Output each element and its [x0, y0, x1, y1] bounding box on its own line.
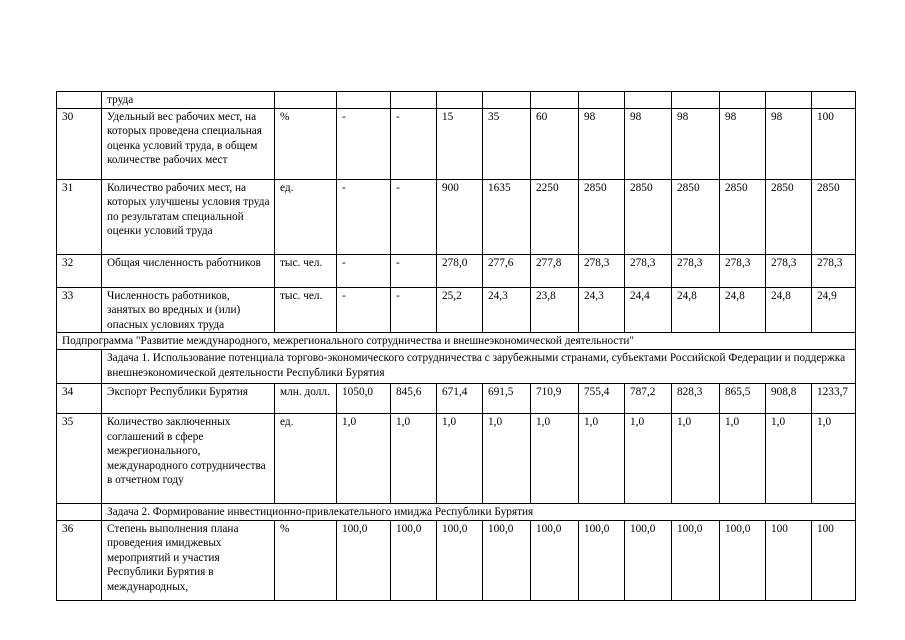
value-cell: [437, 92, 483, 109]
value-cell: 24,8: [672, 287, 720, 333]
value-cell: 100,0: [672, 520, 720, 600]
value-cell: 1,0: [437, 413, 483, 503]
value-cell: 98: [720, 108, 766, 179]
table-row: [57, 92, 856, 109]
value-cell: 100,0: [391, 520, 437, 600]
value-cell: 24,9: [812, 287, 856, 333]
table-row: [57, 333, 856, 350]
value-cell: 2850: [672, 179, 720, 254]
num-cell: [57, 92, 102, 109]
value-cell: 278,3: [720, 254, 766, 287]
value-cell: 865,5: [720, 383, 766, 413]
value-cell: 1635: [483, 179, 531, 254]
value-cell: 100,0: [337, 520, 391, 600]
value-cell: 1,0: [812, 413, 856, 503]
value-cell: 98: [579, 108, 625, 179]
table-row: [57, 254, 856, 287]
table-row: [57, 349, 856, 383]
value-cell: 60: [531, 108, 579, 179]
value-cell: 277,8: [531, 254, 579, 287]
indicator-name-cell: Экспорт Республики Бурятия: [102, 383, 275, 413]
value-cell: 98: [672, 108, 720, 179]
value-cell: 1050,0: [337, 383, 391, 413]
unit-cell: %: [275, 108, 337, 179]
indicator-name-cell: Общая численность работников: [102, 254, 275, 287]
value-cell: 908,8: [766, 383, 812, 413]
value-cell: 25,2: [437, 287, 483, 333]
num-cell: 35: [57, 413, 102, 503]
value-cell: 787,2: [625, 383, 672, 413]
value-cell: 278,3: [625, 254, 672, 287]
value-cell: 2250: [531, 179, 579, 254]
table-body: [57, 92, 856, 601]
value-cell: 278,3: [766, 254, 812, 287]
value-cell: 845,6: [391, 383, 437, 413]
value-cell: 100,0: [437, 520, 483, 600]
subprogram-heading: Подпрограмма "Развитие международного, межрегионального сотрудничества и внешнеэкономической деятельности": [57, 333, 856, 350]
value-cell: 278,3: [812, 254, 856, 287]
value-cell: 278,3: [672, 254, 720, 287]
value-cell: 100: [812, 520, 856, 600]
value-cell: 691,5: [483, 383, 531, 413]
value-cell: 35: [483, 108, 531, 179]
unit-cell: [275, 92, 337, 109]
num-cell: 34: [57, 383, 102, 413]
value-cell: 100,0: [720, 520, 766, 600]
value-cell: 900: [437, 179, 483, 254]
value-cell: [391, 92, 437, 109]
indicator-name-cell: Степень выполнения плана проведения имиджевых мероприятий и участия Республики Бурятия в международных,: [102, 520, 275, 600]
indicator-name-cell: труда: [102, 92, 275, 109]
value-cell: 24,3: [483, 287, 531, 333]
value-cell: 1,0: [483, 413, 531, 503]
value-cell: -: [391, 179, 437, 254]
value-cell: 100,0: [531, 520, 579, 600]
value-cell: -: [337, 254, 391, 287]
indicator-name-cell: Количество рабочих мест, на которых улучшены условия труда по результатам специальной оценки условий труда: [102, 179, 275, 254]
value-cell: 2850: [766, 179, 812, 254]
table-row: [57, 520, 856, 600]
value-cell: [337, 92, 391, 109]
value-cell: 1,0: [579, 413, 625, 503]
num-cell: 36: [57, 520, 102, 600]
value-cell: 1,0: [531, 413, 579, 503]
value-cell: -: [337, 108, 391, 179]
table-row: [57, 287, 856, 333]
indicator-table: [56, 91, 856, 601]
table-row: [57, 179, 856, 254]
value-cell: [531, 92, 579, 109]
value-cell: -: [391, 254, 437, 287]
value-cell: 23,8: [531, 287, 579, 333]
value-cell: 1,0: [625, 413, 672, 503]
num-cell: 32: [57, 254, 102, 287]
unit-cell: ед.: [275, 413, 337, 503]
value-cell: 277,6: [483, 254, 531, 287]
unit-cell: млн. долл.: [275, 383, 337, 413]
value-cell: 1,0: [337, 413, 391, 503]
value-cell: [483, 92, 531, 109]
value-cell: 24,8: [720, 287, 766, 333]
value-cell: 24,3: [579, 287, 625, 333]
value-cell: 100,0: [579, 520, 625, 600]
table-row: [57, 383, 856, 413]
value-cell: 15: [437, 108, 483, 179]
indicator-name-cell: Удельный вес рабочих мест, на которых проведена специальная оценка условий труда, в общем количестве рабочих мест: [102, 108, 275, 179]
value-cell: 1,0: [766, 413, 812, 503]
value-cell: -: [337, 287, 391, 333]
num-cell: [57, 349, 102, 383]
value-cell: 98: [625, 108, 672, 179]
num-cell: 30: [57, 108, 102, 179]
indicator-name-cell: Численность работников, занятых во вредных и (или) опасных условиях труда: [102, 287, 275, 333]
task-heading: Задача 2. Формирование инвестиционно-привлекательного имиджа Республики Бурятия: [102, 503, 856, 520]
value-cell: 671,4: [437, 383, 483, 413]
task-heading: Задача 1. Использование потенциала торгово-экономического сотрудничества с зарубежными странами, субъектами Российской Федерации и поддержка внешнеэкономической деятельности Республики Бурятия: [102, 349, 856, 383]
value-cell: 2850: [625, 179, 672, 254]
value-cell: 1,0: [391, 413, 437, 503]
value-cell: 755,4: [579, 383, 625, 413]
value-cell: 100,0: [483, 520, 531, 600]
value-cell: [625, 92, 672, 109]
table-row: [57, 108, 856, 179]
value-cell: -: [391, 287, 437, 333]
value-cell: 24,4: [625, 287, 672, 333]
unit-cell: %: [275, 520, 337, 600]
num-cell: 31: [57, 179, 102, 254]
unit-cell: тыс. чел.: [275, 254, 337, 287]
value-cell: [812, 92, 856, 109]
unit-cell: ед.: [275, 179, 337, 254]
unit-cell: тыс. чел.: [275, 287, 337, 333]
indicator-name-cell: Количество заключенных соглашений в сфере межрегионального, международного сотрудничества в отчетном году: [102, 413, 275, 503]
value-cell: -: [391, 108, 437, 179]
value-cell: 100: [812, 108, 856, 179]
value-cell: 2850: [579, 179, 625, 254]
value-cell: 278,0: [437, 254, 483, 287]
value-cell: 710,9: [531, 383, 579, 413]
value-cell: 24,8: [766, 287, 812, 333]
value-cell: [720, 92, 766, 109]
value-cell: 100,0: [625, 520, 672, 600]
table-row: [57, 413, 856, 503]
num-cell: 33: [57, 287, 102, 333]
value-cell: -: [337, 179, 391, 254]
value-cell: [766, 92, 812, 109]
value-cell: 828,3: [672, 383, 720, 413]
value-cell: 98: [766, 108, 812, 179]
value-cell: 100: [766, 520, 812, 600]
num-cell: [57, 503, 102, 520]
value-cell: 1,0: [720, 413, 766, 503]
value-cell: [672, 92, 720, 109]
table-row: [57, 503, 856, 520]
value-cell: 278,3: [579, 254, 625, 287]
value-cell: [579, 92, 625, 109]
value-cell: 2850: [812, 179, 856, 254]
value-cell: 2850: [720, 179, 766, 254]
value-cell: 1233,7: [812, 383, 856, 413]
value-cell: 1,0: [672, 413, 720, 503]
